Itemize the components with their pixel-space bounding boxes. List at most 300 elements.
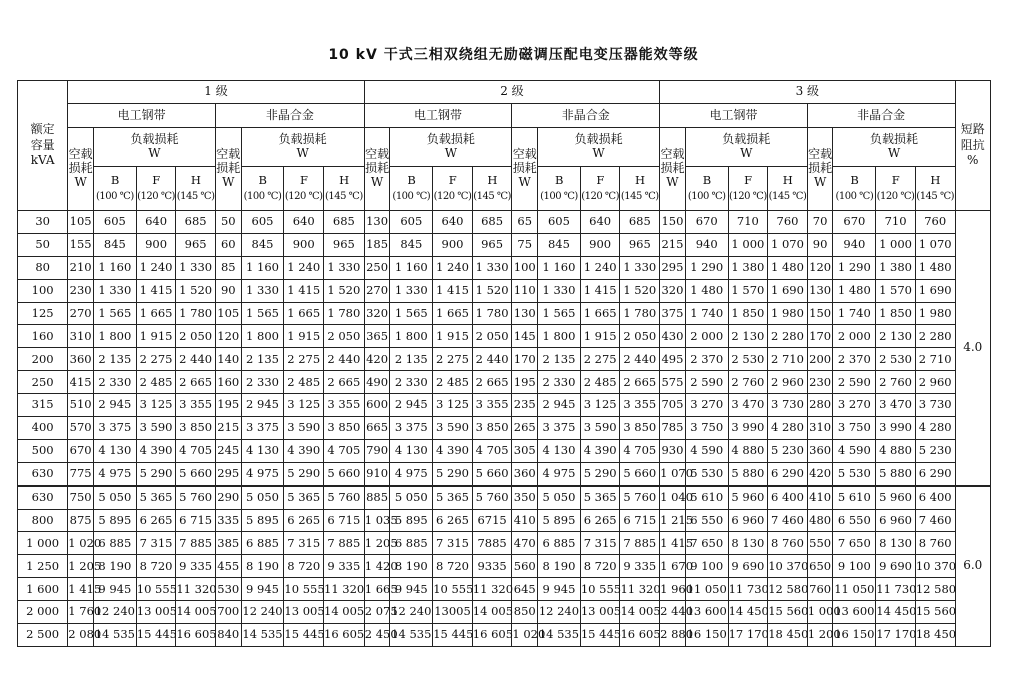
loss-value-cell: 265 bbox=[512, 417, 538, 440]
level-header: 1 级 bbox=[68, 81, 364, 104]
loss-value-cell: 1 800 bbox=[390, 325, 433, 348]
loss-value-cell: 1 160 bbox=[538, 256, 581, 279]
loss-value-cell: 1 000 bbox=[876, 233, 916, 256]
loss-value-cell: 320 bbox=[660, 279, 686, 302]
loss-value-cell: 150 bbox=[660, 211, 686, 234]
loss-value-cell: 605 bbox=[241, 211, 284, 234]
loss-value-cell: 6 715 bbox=[620, 509, 660, 532]
table-row bbox=[18, 601, 991, 624]
loss-value-cell: 16 605 bbox=[176, 624, 216, 647]
loss-value-cell: 10 555 bbox=[433, 578, 473, 601]
loss-value-cell: 5 895 bbox=[538, 509, 581, 532]
loss-value-cell: 965 bbox=[620, 233, 660, 256]
loss-value-cell: 6 265 bbox=[580, 509, 620, 532]
loss-value-cell: 120 bbox=[807, 256, 833, 279]
loss-value-cell: 1 800 bbox=[93, 325, 136, 348]
loss-value-cell: 2 665 bbox=[472, 371, 512, 394]
loss-value-cell: 2 450 bbox=[364, 624, 390, 647]
loss-value-cell: 790 bbox=[364, 439, 390, 462]
loss-value-cell: 375 bbox=[660, 302, 686, 325]
insulation-class-header bbox=[472, 167, 512, 211]
loss-value-cell: 3 375 bbox=[93, 417, 136, 440]
material-header: 非晶合金 bbox=[215, 104, 364, 128]
capacity-cell: 50 bbox=[18, 233, 68, 256]
loss-value-cell: 140 bbox=[215, 348, 241, 371]
loss-value-cell: 530 bbox=[215, 578, 241, 601]
loss-value-cell: 14 535 bbox=[538, 624, 581, 647]
loss-value-cell: 2 370 bbox=[685, 348, 728, 371]
loss-value-cell: 8 190 bbox=[241, 555, 284, 578]
loss-value-cell: 270 bbox=[364, 279, 390, 302]
loss-value-cell: 1 565 bbox=[390, 302, 433, 325]
no-load-loss-header bbox=[807, 128, 833, 211]
load-loss-header bbox=[241, 128, 364, 167]
loss-value-cell: 3 990 bbox=[876, 417, 916, 440]
loss-value-cell: 1 740 bbox=[833, 302, 876, 325]
header-text: W bbox=[444, 146, 458, 160]
capacity-cell: 630 bbox=[18, 486, 68, 509]
loss-value-cell: 1 160 bbox=[241, 256, 284, 279]
loss-value-cell: 9 335 bbox=[176, 555, 216, 578]
loss-value-cell: 310 bbox=[68, 325, 94, 348]
loss-value-cell: 3 470 bbox=[728, 394, 768, 417]
loss-value-cell: 6 265 bbox=[433, 509, 473, 532]
header-text: 空载 bbox=[365, 147, 390, 162]
table-row bbox=[18, 211, 991, 234]
insulation-class-header bbox=[728, 167, 768, 211]
header-text: B bbox=[702, 173, 711, 188]
loss-value-cell: 5 530 bbox=[833, 462, 876, 485]
loss-value-cell: 775 bbox=[68, 462, 94, 485]
loss-value-cell: 4 130 bbox=[390, 439, 433, 462]
loss-value-cell: 1 380 bbox=[876, 256, 916, 279]
loss-value-cell: 385 bbox=[215, 532, 241, 555]
loss-value-cell: 5 880 bbox=[728, 462, 768, 485]
capacity-cell: 100 bbox=[18, 279, 68, 302]
loss-value-cell: 14 450 bbox=[876, 601, 916, 624]
loss-value-cell: 360 bbox=[68, 348, 94, 371]
loss-value-cell: 295 bbox=[215, 462, 241, 485]
loss-value-cell: 5 050 bbox=[390, 486, 433, 509]
loss-value-cell: 760 bbox=[768, 211, 808, 234]
loss-value-cell: 15 560 bbox=[768, 601, 808, 624]
loss-value-cell: 710 bbox=[728, 211, 768, 234]
loss-value-cell: 705 bbox=[660, 394, 686, 417]
header-row-loss-types bbox=[18, 128, 991, 167]
header-text: (145 ℃) bbox=[768, 191, 807, 203]
loss-value-cell: 5 660 bbox=[620, 462, 660, 485]
insulation-class-header bbox=[93, 167, 136, 211]
loss-value-cell: 11 730 bbox=[728, 578, 768, 601]
loss-value-cell: 3 850 bbox=[176, 417, 216, 440]
loss-value-cell: 490 bbox=[364, 371, 390, 394]
loss-value-cell: 5 365 bbox=[284, 486, 324, 509]
loss-value-cell: 6 885 bbox=[241, 532, 284, 555]
loss-value-cell: 1 800 bbox=[241, 325, 284, 348]
loss-value-cell: 14 535 bbox=[390, 624, 433, 647]
header-text: 损耗 bbox=[808, 161, 833, 176]
header-text: (145 ℃) bbox=[176, 191, 215, 203]
loss-value-cell: 3 355 bbox=[324, 394, 365, 417]
loss-value-cell: 2 440 bbox=[620, 348, 660, 371]
loss-value-cell: 930 bbox=[660, 439, 686, 462]
loss-value-cell: 120 bbox=[215, 325, 241, 348]
header-text: (120 ℃) bbox=[876, 191, 915, 203]
loss-value-cell: 1 420 bbox=[364, 555, 390, 578]
loss-value-cell: 5 895 bbox=[390, 509, 433, 532]
loss-value-cell: 665 bbox=[364, 417, 390, 440]
table-row bbox=[18, 325, 991, 348]
loss-value-cell: 1 520 bbox=[620, 279, 660, 302]
loss-value-cell: 6 400 bbox=[915, 486, 955, 509]
header-row-classes bbox=[18, 167, 991, 211]
loss-value-cell: 910 bbox=[364, 462, 390, 485]
capacity-cell: 160 bbox=[18, 325, 68, 348]
loss-value-cell: 1 330 bbox=[93, 279, 136, 302]
loss-value-cell: 12 240 bbox=[390, 601, 433, 624]
loss-value-cell: 2 050 bbox=[472, 325, 512, 348]
header-text: 空载 bbox=[68, 147, 93, 162]
loss-value-cell: 11 320 bbox=[176, 578, 216, 601]
loss-value-cell: 2 130 bbox=[728, 325, 768, 348]
loss-value-cell: 4 390 bbox=[136, 439, 176, 462]
loss-value-cell: 13 005 bbox=[284, 601, 324, 624]
loss-value-cell: 60 bbox=[215, 233, 241, 256]
header-text: 负载损耗 bbox=[574, 132, 623, 147]
loss-value-cell: 470 bbox=[512, 532, 538, 555]
loss-value-cell: 1 330 bbox=[620, 256, 660, 279]
loss-value-cell: 5 660 bbox=[472, 462, 512, 485]
loss-value-cell: 4 390 bbox=[580, 439, 620, 462]
loss-value-cell: 965 bbox=[472, 233, 512, 256]
loss-value-cell: 150 bbox=[807, 302, 833, 325]
loss-value-cell: 10 555 bbox=[136, 578, 176, 601]
table-row bbox=[18, 624, 991, 647]
loss-value-cell: 4 705 bbox=[324, 439, 365, 462]
loss-value-cell: 2 135 bbox=[390, 348, 433, 371]
header-text: (145 ℃) bbox=[620, 191, 659, 203]
loss-value-cell: 3 270 bbox=[685, 394, 728, 417]
loss-value-cell: 1 740 bbox=[685, 302, 728, 325]
insulation-class-header bbox=[915, 167, 955, 211]
loss-value-cell: 3 375 bbox=[241, 417, 284, 440]
loss-value-cell: 10 555 bbox=[580, 578, 620, 601]
loss-value-cell: 2 530 bbox=[876, 348, 916, 371]
loss-value-cell: 600 bbox=[364, 394, 390, 417]
loss-value-cell: 8 720 bbox=[284, 555, 324, 578]
loss-value-cell: 605 bbox=[538, 211, 581, 234]
loss-value-cell: 2 710 bbox=[768, 348, 808, 371]
loss-value-cell: 605 bbox=[93, 211, 136, 234]
loss-value-cell: 2 050 bbox=[620, 325, 660, 348]
loss-value-cell: 2 280 bbox=[768, 325, 808, 348]
loss-value-cell: 6 960 bbox=[876, 509, 916, 532]
loss-value-cell: 1 160 bbox=[93, 256, 136, 279]
insulation-class-header bbox=[685, 167, 728, 211]
loss-value-cell: 1 415 bbox=[660, 532, 686, 555]
loss-value-cell: 2 440 bbox=[324, 348, 365, 371]
loss-value-cell: 900 bbox=[136, 233, 176, 256]
header-text: H bbox=[487, 173, 497, 188]
loss-value-cell: 85 bbox=[215, 256, 241, 279]
loss-value-cell: 8 130 bbox=[728, 532, 768, 555]
loss-value-cell: 7 650 bbox=[833, 532, 876, 555]
loss-value-cell: 1 570 bbox=[728, 279, 768, 302]
loss-value-cell: 3 355 bbox=[472, 394, 512, 417]
loss-value-cell: 5 660 bbox=[176, 462, 216, 485]
loss-value-cell: 3 590 bbox=[580, 417, 620, 440]
loss-value-cell: 17 170 bbox=[876, 624, 916, 647]
loss-value-cell: 670 bbox=[833, 211, 876, 234]
loss-value-cell: 3 730 bbox=[915, 394, 955, 417]
loss-value-cell: 13 600 bbox=[833, 601, 876, 624]
impedance-header bbox=[955, 81, 990, 211]
loss-value-cell: 1 480 bbox=[915, 256, 955, 279]
loss-value-cell: 195 bbox=[512, 371, 538, 394]
loss-value-cell: 1 330 bbox=[241, 279, 284, 302]
loss-value-cell: 670 bbox=[68, 439, 94, 462]
loss-value-cell: 16 605 bbox=[472, 624, 512, 647]
loss-value-cell: 14 535 bbox=[93, 624, 136, 647]
loss-value-cell: 3 990 bbox=[728, 417, 768, 440]
loss-value-cell: 14 005 bbox=[620, 601, 660, 624]
loss-value-cell: 4 975 bbox=[93, 462, 136, 485]
loss-value-cell: 455 bbox=[215, 555, 241, 578]
loss-value-cell: 11 320 bbox=[472, 578, 512, 601]
loss-value-cell: 310 bbox=[807, 417, 833, 440]
loss-value-cell: 9335 bbox=[472, 555, 512, 578]
header-text: B bbox=[110, 173, 119, 188]
loss-value-cell: 5 365 bbox=[136, 486, 176, 509]
loss-value-cell: 9 945 bbox=[93, 578, 136, 601]
loss-value-cell: 5 760 bbox=[472, 486, 512, 509]
loss-value-cell: 75 bbox=[512, 233, 538, 256]
header-text: 损耗 bbox=[660, 161, 685, 176]
loss-value-cell: 5 960 bbox=[876, 486, 916, 509]
loss-value-cell: 2 665 bbox=[324, 371, 365, 394]
loss-value-cell: 1 850 bbox=[876, 302, 916, 325]
loss-value-cell: 2 945 bbox=[241, 394, 284, 417]
header-text: (145 ℃) bbox=[916, 191, 955, 203]
loss-value-cell: 1 070 bbox=[768, 233, 808, 256]
header-text: F bbox=[891, 173, 900, 188]
loss-value-cell: 845 bbox=[390, 233, 433, 256]
header-text: B bbox=[407, 173, 416, 188]
loss-value-cell: 3 270 bbox=[833, 394, 876, 417]
header-text: (120 ℃) bbox=[137, 191, 175, 203]
loss-value-cell: 2 330 bbox=[241, 371, 284, 394]
loss-value-cell: 13 005 bbox=[136, 601, 176, 624]
capacity-cell: 200 bbox=[18, 348, 68, 371]
loss-value-cell: 1 670 bbox=[660, 555, 686, 578]
loss-value-cell: 640 bbox=[433, 211, 473, 234]
loss-value-cell: 5 760 bbox=[324, 486, 365, 509]
header-text: 额定 bbox=[30, 122, 55, 137]
loss-value-cell: 1 200 bbox=[807, 624, 833, 647]
loss-value-cell: 1 240 bbox=[433, 256, 473, 279]
capacity-cell: 250 bbox=[18, 371, 68, 394]
loss-value-cell: 1 565 bbox=[93, 302, 136, 325]
header-text: (100 ℃) bbox=[243, 191, 282, 203]
header-text: W bbox=[666, 174, 679, 189]
loss-value-cell: 1 915 bbox=[580, 325, 620, 348]
header-text: B bbox=[554, 173, 563, 188]
table-row bbox=[18, 555, 991, 578]
loss-value-cell: 6 550 bbox=[833, 509, 876, 532]
loss-value-cell: 410 bbox=[807, 486, 833, 509]
loss-value-cell: 2 665 bbox=[620, 371, 660, 394]
loss-value-cell: 415 bbox=[68, 371, 94, 394]
loss-value-cell: 5 610 bbox=[833, 486, 876, 509]
header-text: (120 ℃) bbox=[729, 191, 767, 203]
loss-value-cell: 17 170 bbox=[728, 624, 768, 647]
loss-value-cell: 12 580 bbox=[915, 578, 955, 601]
loss-value-cell: 6 265 bbox=[136, 509, 176, 532]
loss-value-cell: 6 715 bbox=[324, 509, 365, 532]
header-text: (120 ℃) bbox=[581, 191, 620, 203]
loss-value-cell: 3 470 bbox=[876, 394, 916, 417]
loss-value-cell: 4 590 bbox=[685, 439, 728, 462]
loss-value-cell: 7 315 bbox=[284, 532, 324, 555]
header-text: (120 ℃) bbox=[433, 191, 472, 203]
table-row bbox=[18, 532, 991, 555]
loss-value-cell: 1 565 bbox=[241, 302, 284, 325]
loss-value-cell: 3 730 bbox=[768, 394, 808, 417]
loss-value-cell: 70 bbox=[807, 211, 833, 234]
insulation-class-header bbox=[390, 167, 433, 211]
header-text: 空载 bbox=[660, 147, 685, 162]
loss-value-cell: 2 665 bbox=[176, 371, 216, 394]
loss-value-cell: 4 880 bbox=[728, 439, 768, 462]
loss-value-cell: 1 205 bbox=[68, 555, 94, 578]
loss-value-cell: 1 665 bbox=[364, 578, 390, 601]
loss-value-cell: 145 bbox=[512, 325, 538, 348]
loss-value-cell: 1 240 bbox=[136, 256, 176, 279]
loss-value-cell: 9 335 bbox=[324, 555, 365, 578]
loss-value-cell: 840 bbox=[215, 624, 241, 647]
loss-value-cell: 215 bbox=[215, 417, 241, 440]
header-text: 负载损耗 bbox=[869, 132, 918, 147]
loss-value-cell: 2 760 bbox=[728, 371, 768, 394]
loss-value-cell: 1 330 bbox=[538, 279, 581, 302]
loss-value-cell: 16 605 bbox=[324, 624, 365, 647]
loss-value-cell: 1 980 bbox=[915, 302, 955, 325]
loss-value-cell: 3 850 bbox=[472, 417, 512, 440]
loss-value-cell: 480 bbox=[807, 509, 833, 532]
loss-value-cell: 5 290 bbox=[580, 462, 620, 485]
loss-value-cell: 10 370 bbox=[768, 555, 808, 578]
loss-value-cell: 4 975 bbox=[538, 462, 581, 485]
loss-value-cell: 685 bbox=[620, 211, 660, 234]
header-text: (100 ℃) bbox=[835, 191, 874, 203]
loss-value-cell: 1 020 bbox=[512, 624, 538, 647]
header-text: 短路 bbox=[960, 122, 985, 137]
loss-value-cell: 1 205 bbox=[364, 532, 390, 555]
insulation-class-header bbox=[176, 167, 216, 211]
loss-value-cell: 1 665 bbox=[284, 302, 324, 325]
loss-value-cell: 875 bbox=[68, 509, 94, 532]
loss-value-cell: 110 bbox=[512, 279, 538, 302]
loss-value-cell: 1 780 bbox=[176, 302, 216, 325]
loss-value-cell: 360 bbox=[512, 462, 538, 485]
header-text: W bbox=[813, 174, 827, 189]
loss-value-cell: 8 190 bbox=[538, 555, 581, 578]
loss-value-cell: 230 bbox=[68, 279, 94, 302]
table-row bbox=[18, 256, 991, 279]
loss-value-cell: 1 800 bbox=[538, 325, 581, 348]
loss-value-cell: 5 290 bbox=[433, 462, 473, 485]
material-header: 非晶合金 bbox=[807, 104, 955, 128]
loss-value-cell: 2 000 bbox=[833, 325, 876, 348]
loss-value-cell: 495 bbox=[660, 348, 686, 371]
loss-value-cell: 1 330 bbox=[390, 279, 433, 302]
load-loss-header bbox=[390, 128, 512, 167]
loss-value-cell: 210 bbox=[68, 256, 94, 279]
material-header: 电工钢带 bbox=[660, 104, 808, 128]
loss-value-cell: 4 130 bbox=[241, 439, 284, 462]
loss-value-cell: 1 665 bbox=[433, 302, 473, 325]
loss-value-cell: 335 bbox=[215, 509, 241, 532]
header-text: 空载 bbox=[808, 147, 833, 162]
table-row bbox=[18, 302, 991, 325]
loss-value-cell: 3 850 bbox=[620, 417, 660, 440]
table-title: 10 kV 干式三相双绕组无励磁调压配电变压器能效等级 bbox=[328, 47, 699, 63]
loss-value-cell: 4 130 bbox=[538, 439, 581, 462]
insulation-class-header bbox=[620, 167, 660, 211]
loss-value-cell: 1 000 bbox=[807, 601, 833, 624]
loss-value-cell: 170 bbox=[512, 348, 538, 371]
loss-value-cell: 1 240 bbox=[284, 256, 324, 279]
loss-value-cell: 3 375 bbox=[538, 417, 581, 440]
loss-value-cell: 350 bbox=[512, 486, 538, 509]
capacity-cell: 500 bbox=[18, 439, 68, 462]
material-header: 非晶合金 bbox=[512, 104, 660, 128]
loss-value-cell: 6 885 bbox=[390, 532, 433, 555]
loss-value-cell: 1 850 bbox=[728, 302, 768, 325]
loss-value-cell: 7 885 bbox=[176, 532, 216, 555]
loss-value-cell: 850 bbox=[512, 601, 538, 624]
loss-value-cell: 1 415 bbox=[580, 279, 620, 302]
header-text: 损耗 bbox=[512, 161, 537, 176]
loss-value-cell: 8 760 bbox=[768, 532, 808, 555]
loss-value-cell: 14 450 bbox=[728, 601, 768, 624]
no-load-loss-header bbox=[68, 128, 94, 211]
insulation-class-header bbox=[324, 167, 365, 211]
loss-value-cell: 11 320 bbox=[620, 578, 660, 601]
loss-value-cell: 4 975 bbox=[390, 462, 433, 485]
loss-value-cell: 360 bbox=[807, 439, 833, 462]
loss-value-cell: 640 bbox=[580, 211, 620, 234]
loss-value-cell: 8 130 bbox=[876, 532, 916, 555]
loss-value-cell: 13 600 bbox=[685, 601, 728, 624]
insulation-class-header bbox=[833, 167, 876, 211]
loss-value-cell: 245 bbox=[215, 439, 241, 462]
loss-value-cell: 2 880 bbox=[660, 624, 686, 647]
loss-value-cell: 640 bbox=[136, 211, 176, 234]
loss-value-cell: 4 390 bbox=[284, 439, 324, 462]
loss-value-cell: 5 050 bbox=[93, 486, 136, 509]
loss-value-cell: 1 020 bbox=[68, 532, 94, 555]
loss-value-cell: 640 bbox=[284, 211, 324, 234]
loss-value-cell: 6 885 bbox=[93, 532, 136, 555]
loss-value-cell: 2 135 bbox=[241, 348, 284, 371]
loss-value-cell: 5 365 bbox=[433, 486, 473, 509]
loss-value-cell: 845 bbox=[93, 233, 136, 256]
loss-value-cell: 2 440 bbox=[176, 348, 216, 371]
loss-value-cell: 185 bbox=[364, 233, 390, 256]
loss-value-cell: 7 315 bbox=[433, 532, 473, 555]
capacity-cell: 30 bbox=[18, 211, 68, 234]
